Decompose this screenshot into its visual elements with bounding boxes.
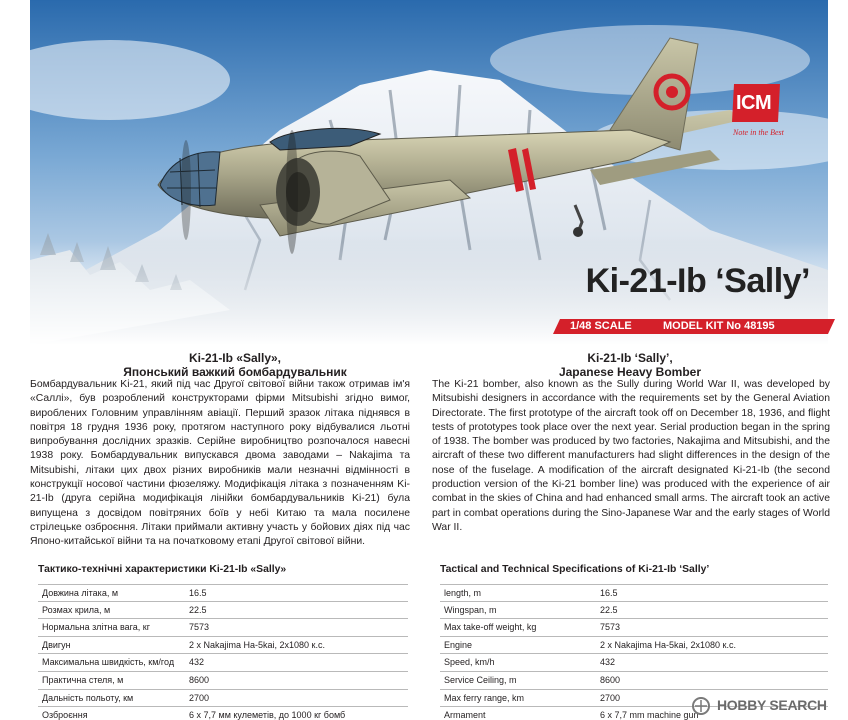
en-heading xyxy=(430,351,830,379)
en-heading-line1: Ki-21-Ib ‘Sally’, xyxy=(587,351,673,365)
spec-label: Armament xyxy=(444,710,486,720)
en-spec-title: Tactical and Technical Specifications of Ki-21-Ib ‘Sally’ xyxy=(440,564,710,575)
table-row xyxy=(38,584,408,602)
kit-title: Ki-21-Ib ‘Sally’ xyxy=(585,262,810,300)
table-row xyxy=(440,672,828,690)
spec-value: 432 xyxy=(189,657,205,668)
spec-value: 6 x 7,7 mm machine gun xyxy=(600,710,699,720)
spec-label: Wingspan, m xyxy=(444,604,497,615)
spec-label: Speed, km/h xyxy=(444,657,495,668)
scale-label: 1/48 SCALE xyxy=(570,320,632,332)
ua-description: Бомбардувальник Ki-21, який під час Другої світової війни також отримав ім'я «Саллі», був розроблений конструкторами фірми Mitsubishi згідно вимог, вироблених Головним управлінням авіації. Перший зразок літака піднявся в повітря 18 грудня 1936 року, протягом наступного року відбувалися льотні випробування дослідних зразків. Серійне виробництво розпочалося навесні 1938 року. Бомбардувальник випускався двома заводами – Nakajima та Mitsubishi, літаки цих двох різних виробників мали незначні відмінності в конструкції носової частини фюзеляжу. Модифікація літака з позначенням Ki-21-Ib (друга серійна модифікація лінійки бомбардувальників Ki-21) була випущена з досвідом повітряних боїв у небі Китаю та мала посилене стрілецьке озброєння. Літаки приймали активну участь у бойових діях під час Японо-китайської війни та на початковому етапі Другої світової війни. xyxy=(30,379,410,548)
spec-label: Максимальна швидкість, км/год xyxy=(42,657,175,668)
spec-value: 432 xyxy=(600,657,616,668)
spec-value: 22.5 xyxy=(600,604,618,615)
table-row xyxy=(38,707,408,720)
spec-value: 7573 xyxy=(600,622,621,633)
spec-label: Max ferry range, km xyxy=(444,692,525,703)
icm-logo-text: ICM xyxy=(736,92,772,114)
spec-value: 2 x Nakajima Ha-5kai, 2x1080 к.с. xyxy=(189,639,325,650)
model-kit-number: MODEL KIT No 48195 xyxy=(663,320,775,332)
table-row xyxy=(38,654,408,672)
spec-label: Озброєння xyxy=(42,710,88,720)
spec-label: Engine xyxy=(444,639,473,650)
table-row xyxy=(38,690,408,708)
spec-value: 8600 xyxy=(189,674,210,685)
table-row xyxy=(440,584,828,602)
spec-label: Service Ceiling, m xyxy=(444,674,517,685)
spec-value: 8600 xyxy=(600,674,621,685)
spec-value: 6 x 7,7 мм кулеметів, до 1000 кг бомб xyxy=(189,710,346,720)
spec-label: Довжина літака, м xyxy=(42,588,119,598)
watermark-text: HOBBY SEARCH xyxy=(717,697,827,713)
table-row xyxy=(38,602,408,620)
spec-value: 16.5 xyxy=(189,588,207,598)
spec-value: 2700 xyxy=(600,692,621,703)
spec-label: Двигун xyxy=(42,639,71,650)
ua-heading xyxy=(30,351,440,379)
ua-spec-table xyxy=(38,584,408,720)
spec-value: 2700 xyxy=(189,692,210,703)
table-row xyxy=(440,602,828,620)
en-description: The Ki-21 bomber, also known as the Sully during World War II, was developed by Mitsubishi designers in accordance with the requirements set by the General Aviation Directorate. The first prototype of the aircraft took off on December 18, 1936, and flight tests of prototypes took place over the next year. Serial production began in the spring of 1938. The bomber was produced by two factories, Nakajima and Mitsubishi, and the aircraft of these two different manufacturers had slight differences in the design of the nose of the fuselage. A modification of the aircraft designated Ki-21-Ib (the second production version of the Ki-21 bomber line) was produced with the experience of air combat in the skies of China and had enhanced small arms. The aircraft took an active part in combat operations during the Sino-Japanese War and the early stages of World War II. xyxy=(432,379,830,533)
spec-label: length, m xyxy=(444,588,482,598)
table-row xyxy=(38,672,408,690)
table-row xyxy=(38,619,408,637)
table-row xyxy=(440,637,828,655)
spec-label: Нормальна злітна вага, кг xyxy=(42,622,150,633)
spec-value: 16.5 xyxy=(600,588,618,598)
table-row xyxy=(440,619,828,637)
spec-label: Практична стеля, м xyxy=(42,674,124,685)
spec-value: 22.5 xyxy=(189,604,207,615)
spec-label: Дальність польоту, км xyxy=(42,692,134,703)
table-row xyxy=(440,654,828,672)
table-row xyxy=(38,637,408,655)
spec-value: 2 x Nakajima Ha-5kai, 2x1080 к.с. xyxy=(600,639,736,650)
ua-spec-title: Тактико-технічні характеристики Ki-21-Ib «Sally» xyxy=(38,564,287,575)
spec-value: 7573 xyxy=(189,622,210,633)
ua-heading-line1: Ki-21-Ib «Sally», xyxy=(188,351,282,365)
spec-label: Розмах крила, м xyxy=(42,604,111,615)
en-heading-line2: Japanese Heavy Bomber xyxy=(558,365,702,379)
ua-heading-line2: Японський важкий бомбардувальник xyxy=(123,365,347,379)
icm-tagline: Note in the Best xyxy=(733,128,784,137)
spec-label: Max take-off weight, kg xyxy=(444,622,537,633)
